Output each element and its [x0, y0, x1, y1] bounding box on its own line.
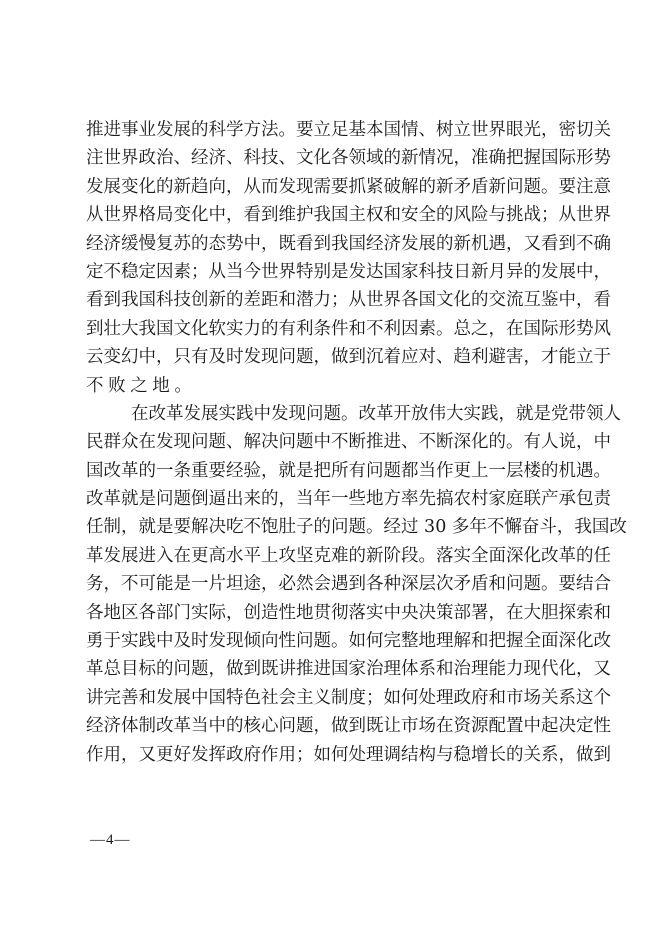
- text-line: 改革就是问题倒逼出来的，当年一些地方率先搞农村家庭联产承包责: [86, 489, 611, 510]
- text-line: 发展变化的新趋向，从而发现需要抓紧破解的新矛盾新问题。要注意: [86, 176, 611, 197]
- text-line: 讲完善和发展中国特色社会主义制度；如何处理政府和市场关系这个: [86, 687, 611, 708]
- text-line: 经济缓慢复苏的态势中，既看到我国经济发展的新机遇，又看到不确: [86, 233, 611, 254]
- text-line: 推进事业发展的科学方法。要立足基本国情、树立世界眼光，密切关: [86, 120, 611, 140]
- paragraph-1: [86, 116, 611, 400]
- paragraph-2: [86, 400, 627, 769]
- page-number: —4—: [90, 832, 131, 848]
- text-line: 在改革发展实践中发现问题。改革开放伟大实践，就是党带领人: [131, 403, 621, 424]
- text-line: 到壮大我国文化软实力的有利条件和不利因素。总之，在国际形势风: [86, 318, 611, 339]
- text-line: 国改革的一条重要经验，就是把所有问题都当作更上一层楼的机遇。: [86, 460, 611, 481]
- text-line: 从世界格局变化中，看到维护我国主权和安全的风险与挑战；从世界: [86, 205, 611, 226]
- text-line: 革发展进入在更高水平上攻坚克难的新阶段。落实全面深化改革的任: [86, 545, 611, 566]
- text-line: 革总目标的问题，做到既讲推进国家治理体系和治理能力现代化，又: [86, 659, 611, 680]
- text-line: 各地区各部门实际，创造性地贯彻落实中央决策部署，在大胆探索和: [86, 602, 611, 623]
- text-line: 经济体制改革当中的核心问题，做到既让市场在资源配置中起决定性: [86, 716, 611, 737]
- text-line: 定不稳定因素；从当今世界特别是发达国家科技日新月异的发展中，: [86, 261, 611, 282]
- text-line: 注世界政治、经济、科技、文化各领域的新情况，准确把握国际形势: [86, 148, 611, 169]
- text-line: 云变幻中，只有及时发现问题，做到沉着应对、趋利避害，才能立于: [86, 347, 611, 368]
- text-line: 勇于实践中及时发现倾向性问题。如何完整地理解和把握全面深化改: [86, 631, 611, 652]
- text-line: 任制，就是要解决吃不饱肚子的问题。经过 30 多年不懈奋斗，我国改: [86, 517, 627, 538]
- text-line: 务，不可能是一片坦途，必然会遇到各种深层次矛盾和问题。要结合: [86, 574, 611, 595]
- text-line: 作用，又更好发挥政府作用；如何处理调结构与稳增长的关系，做到: [86, 744, 611, 765]
- text-line: 看到我国科技创新的差距和潜力；从世界各国文化的交流互鉴中，看: [86, 290, 611, 311]
- text-line: 民群众在发现问题、解决问题中不断推进、不断深化的。有人说，中: [86, 432, 611, 453]
- body-text: [86, 116, 627, 769]
- text-line: 不败之地。: [86, 375, 197, 396]
